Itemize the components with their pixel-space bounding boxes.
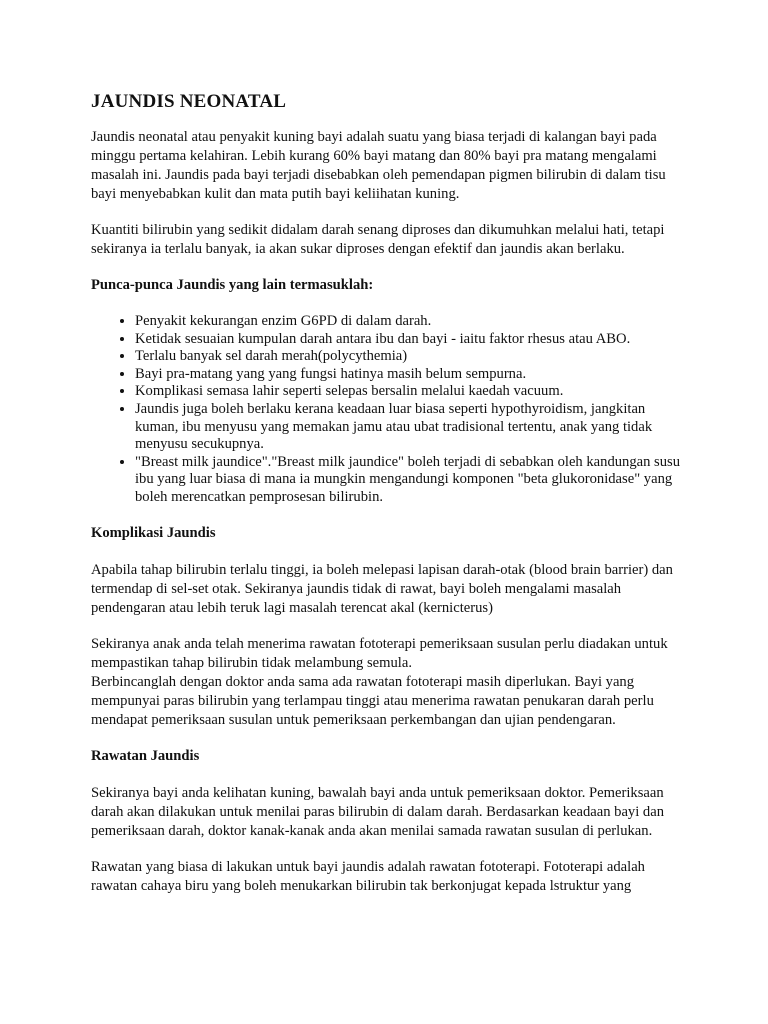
list-item: • Terlalu banyak sel darah merah(polycythemia) bbox=[135, 348, 691, 366]
document-page bbox=[91, 90, 691, 913]
list-item: • "Breast milk jaundice"."Breast milk jaundice" boleh terjadi di sebabkan oleh kandungan susu ibu yang luar biasa di mana ia mungkin mengandungi komponen "beta glukoronidase" yang boleh merencatkan pemprosesan bilirubin. bbox=[135, 454, 691, 507]
complications-paragraph-2b: Berbincanglah dengan doktor anda sama ada rawatan fototerapi masih diperlukan. Bayi yang mempunyai paras bilirubin yang terlampau tinggi atau menerima rawatan penukaran darah perlu mendapat pemeriksaan susulan untuk pemeriksaan perkembangan dan ujian pendengaran. bbox=[91, 673, 654, 728]
intro-paragraph-2: Kuantiti bilirubin yang sedikit didalam darah senang diproses dan dikumuhkan melalui hati, tetapi sekiranya ia terlalu banyak, ia akan sukar diproses dengan efektif dan jaundis akan berlaku. bbox=[91, 222, 665, 257]
treatment-paragraph-2: Rawatan yang biasa di lakukan untuk bayi jaundis adalah rawatan fototerapi. Fototerapi adalah rawatan cahaya biru yang boleh menukarkan bilirubin tak berkonjugat kepada lstruktur yang bbox=[91, 858, 645, 894]
list-item: • Jaundis juga boleh berlaku kerana keadaan luar biasa seperti hypothyroidism, jangkitan kuman, ibu menyusu yang memakan jamu atau ubat tradisional tertentu, anak yang tidak menyusu secukupnya. bbox=[135, 401, 691, 454]
list-item: • Bayi pra-matang yang yang fungsi hatinya masih belum sempurna. bbox=[135, 366, 691, 384]
list-item: • Penyakit kekurangan enzim G6PD di dalam darah. bbox=[135, 313, 691, 331]
complications-paragraph-2a: Sekiranya anak anda telah menerima rawatan fototerapi pemeriksaan susulan perlu diadakan untuk mempastikan tahap bilirubin tidak melambung semula. bbox=[91, 635, 668, 671]
list-item: • Komplikasi semasa lahir seperti selepas bersalin melalui kaedah vacuum. bbox=[135, 383, 691, 401]
intro-paragraph-1: Jaundis neonatal atau penyakit kuning bayi adalah suatu yang biasa terjadi di kalangan bayi pada minggu pertama kelahiran. Lebih kurang 60% bayi matang dan 80% bayi pra matang mengalami masalah ini. Jaundis pada bayi terjadi disebabkan oleh pemendapan pigmen bilirubin di dalam tisu bayi menyebabkan kulit dan mata putih bayi keliihatan kuning. bbox=[91, 129, 666, 202]
list-item: • Ketidak sesuaian kumpulan darah antara ibu dan bayi - iaitu faktor rhesus atau ABO. bbox=[135, 331, 691, 349]
treatment-paragraph-1: Sekiranya bayi anda kelihatan kuning, bawalah bayi anda untuk pemeriksaan doktor. Pemeriksaan darah akan dilakukan untuk menilai paras bilirubin di dalam darah. Berdasarkan keadaan bayi dan pemeriksaan darah, doktor kanak-kanak anda akan menilai samada rawatan susulan di perlukan. bbox=[91, 784, 664, 839]
complications-heading: Komplikasi Jaundis bbox=[91, 524, 216, 541]
document-title: JAUNDIS NEONATAL bbox=[91, 91, 287, 112]
complications-paragraph-1: Apabila tahap bilirubin terlalu tinggi, ia boleh melepasi lapisan darah-otak (blood brain barrier) dan termendap di sel-set otak. Sekiranya jaundis tidak di rawat, bayi boleh mengalami masalah pendengaran atau lebih teruk lagi masalah terencat akal (kernicterus) bbox=[91, 561, 673, 616]
causes-list bbox=[91, 313, 691, 507]
causes-heading: Punca-punca Jaundis yang lain termasuklah: bbox=[91, 277, 374, 293]
treatment-heading: Rawatan Jaundis bbox=[91, 747, 200, 764]
